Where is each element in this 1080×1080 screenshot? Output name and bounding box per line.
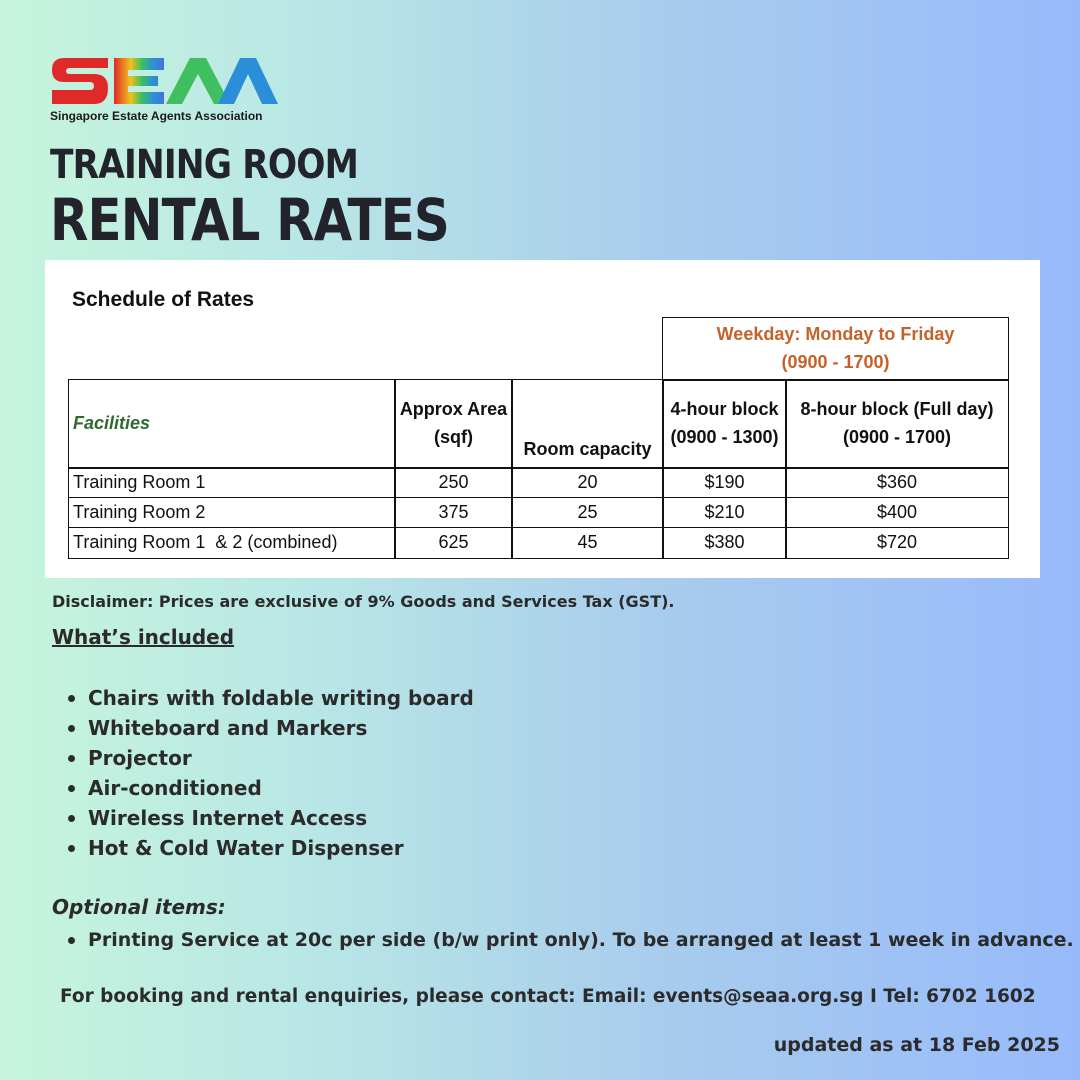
row2-area: 375 — [394, 497, 513, 528]
row3-name: Training Room 1 & 2 (combined) — [68, 527, 396, 559]
list-item: Chairs with foldable writing board — [68, 684, 474, 714]
header-facilities: Facilities — [68, 379, 396, 469]
list-item: Projector — [68, 744, 474, 774]
header-area — [394, 379, 513, 469]
header-area-unit: (sqf) — [434, 427, 473, 447]
row1-area: 250 — [394, 467, 513, 498]
weekday-header-days: Weekday: Monday to Friday — [716, 324, 955, 345]
whats-included-title: What’s included — [52, 625, 235, 649]
list-item: Whiteboard and Markers — [68, 714, 474, 744]
row1-name: Training Room 1 — [68, 467, 396, 498]
header-4hour-time: (0900 - 1300) — [670, 427, 779, 447]
header-4hour — [662, 379, 787, 469]
included-list — [68, 684, 474, 864]
rates-panel — [45, 260, 1040, 578]
header-4hour-label: 4-hour block — [670, 399, 779, 420]
row2-name: Training Room 2 — [68, 497, 396, 528]
page-title-line2: RENTAL RATES — [50, 186, 449, 254]
org-name: Singapore Estate Agents Association — [50, 109, 263, 123]
gst-disclaimer: Disclaimer: Prices are exclusive of 9% Goods and Services Tax (GST). — [52, 592, 675, 611]
list-item: Wireless Internet Access — [68, 804, 474, 834]
optional-list — [68, 926, 1074, 956]
header-8hour-label: 8-hour block (Full day) — [800, 399, 994, 420]
seaa-logo — [50, 54, 280, 124]
weekday-header — [662, 317, 1009, 381]
row2-capacity: 25 — [511, 497, 664, 528]
contact-info: For booking and rental enquiries, please contact: Email: events@seaa.org.sg I Tel: 6702 1602 — [60, 986, 1036, 1007]
row2-4hour: $210 — [662, 497, 787, 528]
row1-4hour: $190 — [662, 467, 787, 498]
schedule-title: Schedule of Rates — [72, 288, 255, 311]
weekday-header-hours: (0900 - 1700) — [781, 352, 890, 372]
header-8hour-time: (0900 - 1700) — [842, 427, 952, 447]
header-area-label: Approx Area — [399, 399, 508, 420]
list-item: Air-conditioned — [68, 774, 474, 804]
list-item: Hot & Cold Water Dispenser — [68, 834, 474, 864]
page-title-line1: TRAINING ROOM — [50, 142, 359, 188]
row1-capacity: 20 — [511, 467, 664, 498]
header-capacity: Room capacity — [511, 379, 664, 469]
row3-capacity: 45 — [511, 527, 664, 559]
row2-8hour: $400 — [785, 497, 1009, 528]
updated-date: updated as at 18 Feb 2025 — [773, 1034, 1060, 1056]
row3-8hour: $720 — [785, 527, 1009, 559]
optional-items-title: Optional items: — [52, 895, 226, 919]
seaa-logo-mark — [50, 54, 280, 108]
row3-4hour: $380 — [662, 527, 787, 559]
list-item: Printing Service at 20c per side (b/w print only). To be arranged at least 1 week in advance. — [68, 926, 1074, 956]
row1-8hour: $360 — [785, 467, 1009, 498]
header-8hour — [785, 379, 1009, 469]
row3-area: 625 — [394, 527, 513, 559]
